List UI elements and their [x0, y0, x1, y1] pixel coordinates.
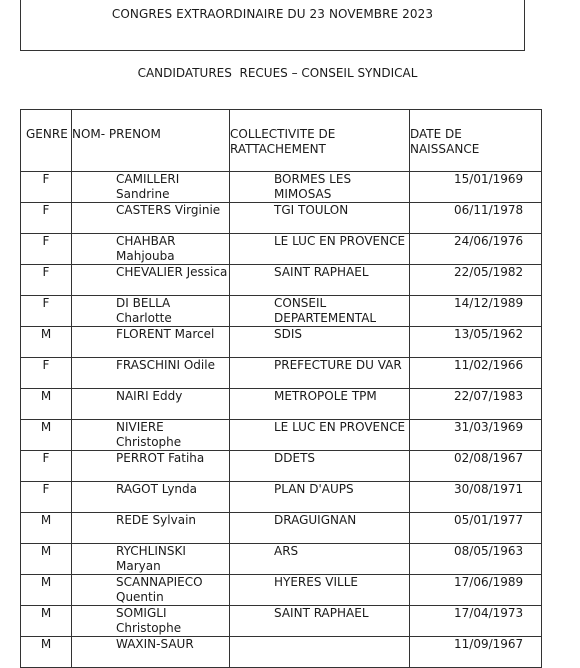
column-header-date-naissance: DATE DE NAISSANCE — [410, 110, 542, 172]
table-row — [21, 482, 542, 513]
genre-cell: F — [21, 203, 72, 234]
nom-prenom-cell: FRASCHINI Odile — [72, 358, 230, 389]
collectivite-cell: HYERES VILLE — [230, 575, 410, 606]
nom-prenom-cell: REDE Sylvain — [72, 513, 230, 544]
table-row — [21, 451, 542, 482]
date-naissance-cell: 31/03/1969 — [410, 420, 542, 451]
date-naissance-cell: 11/02/1966 — [410, 358, 542, 389]
table-row — [21, 637, 542, 668]
nom-prenom-cell: CASTERS Virginie — [72, 203, 230, 234]
genre-cell: M — [21, 420, 72, 451]
table-row — [21, 327, 542, 358]
document-title: CONGRES EXTRAORDINAIRE DU 23 NOVEMBRE 2023 — [111, 7, 434, 21]
nom-prenom-cell: RYCHLINSKI Maryan — [72, 544, 230, 575]
collectivite-cell: BORMES LES MIMOSAS — [230, 172, 410, 203]
date-naissance-cell: 24/06/1976 — [410, 234, 542, 265]
collectivite-cell: DRAGUIGNAN — [230, 513, 410, 544]
nom-prenom-cell: PERROT Fatiha — [72, 451, 230, 482]
genre-cell: F — [21, 451, 72, 482]
table-row — [21, 420, 542, 451]
table-header-row — [21, 110, 542, 172]
collectivite-cell: SDIS — [230, 327, 410, 358]
table-row — [21, 389, 542, 420]
nom-prenom-cell: CHAHBAR Mahjouba — [72, 234, 230, 265]
table-row — [21, 606, 542, 637]
date-naissance-cell: 22/05/1982 — [410, 265, 542, 296]
date-naissance-cell: 17/04/1973 — [410, 606, 542, 637]
collectivite-cell: CONSEIL DEPARTEMENTAL — [230, 296, 410, 327]
collectivite-cell: ARS — [230, 544, 410, 575]
genre-cell: M — [21, 544, 72, 575]
nom-prenom-cell: NIVIERE Christophe — [72, 420, 230, 451]
date-naissance-cell: 06/11/1978 — [410, 203, 542, 234]
nom-prenom-cell: SCANNAPIECO Quentin — [72, 575, 230, 606]
document-subtitle: CANDIDATURES RECUES – CONSEIL SYNDICAL — [137, 66, 418, 80]
table-row — [21, 203, 542, 234]
nom-prenom-cell: RAGOT Lynda — [72, 482, 230, 513]
table-row — [21, 172, 542, 203]
genre-cell: F — [21, 234, 72, 265]
genre-cell: M — [21, 606, 72, 637]
collectivite-cell: TGI TOULON — [230, 203, 410, 234]
collectivite-cell: SAINT RAPHAEL — [230, 606, 410, 637]
date-naissance-cell: 30/08/1971 — [410, 482, 542, 513]
table-row — [21, 265, 542, 296]
collectivite-cell: LE LUC EN PROVENCE — [230, 234, 410, 265]
date-naissance-cell: 11/09/1967 — [410, 637, 542, 668]
genre-cell: M — [21, 327, 72, 358]
table-row — [21, 544, 542, 575]
genre-cell: M — [21, 637, 72, 668]
genre-cell: F — [21, 482, 72, 513]
column-header-genre: GENRE — [21, 110, 72, 172]
genre-cell: M — [21, 389, 72, 420]
genre-cell: F — [21, 172, 72, 203]
table-row — [21, 513, 542, 544]
collectivite-cell: LE LUC EN PROVENCE — [230, 420, 410, 451]
date-naissance-cell: 02/08/1967 — [410, 451, 542, 482]
collectivite-cell: PLAN D'AUPS — [230, 482, 410, 513]
genre-cell: M — [21, 513, 72, 544]
title-box — [20, 0, 525, 51]
collectivite-cell: SAINT RAPHAEL — [230, 265, 410, 296]
date-naissance-cell: 22/07/1983 — [410, 389, 542, 420]
date-naissance-cell: 14/12/1989 — [410, 296, 542, 327]
nom-prenom-cell: FLORENT Marcel — [72, 327, 230, 358]
date-naissance-cell: 17/06/1989 — [410, 575, 542, 606]
nom-prenom-cell: DI BELLA Charlotte — [72, 296, 230, 327]
collectivite-cell: METROPOLE TPM — [230, 389, 410, 420]
collectivite-cell: DDETS — [230, 451, 410, 482]
genre-cell: M — [21, 575, 72, 606]
column-header-collectivite: COLLECTIVITE DE RATTACHEMENT — [230, 110, 410, 172]
date-naissance-cell: 15/01/1969 — [410, 172, 542, 203]
date-naissance-cell: 08/05/1963 — [410, 544, 542, 575]
genre-cell: F — [21, 358, 72, 389]
table-row — [21, 575, 542, 606]
nom-prenom-cell: CAMILLERI Sandrine — [72, 172, 230, 203]
collectivite-cell: PREFECTURE DU VAR — [230, 358, 410, 389]
nom-prenom-cell: NAIRI Eddy — [72, 389, 230, 420]
candidates-table — [20, 109, 542, 668]
collectivite-cell — [230, 637, 410, 668]
nom-prenom-cell: CHEVALIER Jessica — [72, 265, 230, 296]
nom-prenom-cell: WAXIN-SAUR — [72, 637, 230, 668]
genre-cell: F — [21, 296, 72, 327]
genre-cell: F — [21, 265, 72, 296]
nom-prenom-cell: SOMIGLI Christophe — [72, 606, 230, 637]
table-row — [21, 358, 542, 389]
table-row — [21, 296, 542, 327]
date-naissance-cell: 13/05/1962 — [410, 327, 542, 358]
table-row — [21, 234, 542, 265]
column-header-nom-prenom: NOM- PRENOM — [72, 110, 230, 172]
date-naissance-cell: 05/01/1977 — [410, 513, 542, 544]
